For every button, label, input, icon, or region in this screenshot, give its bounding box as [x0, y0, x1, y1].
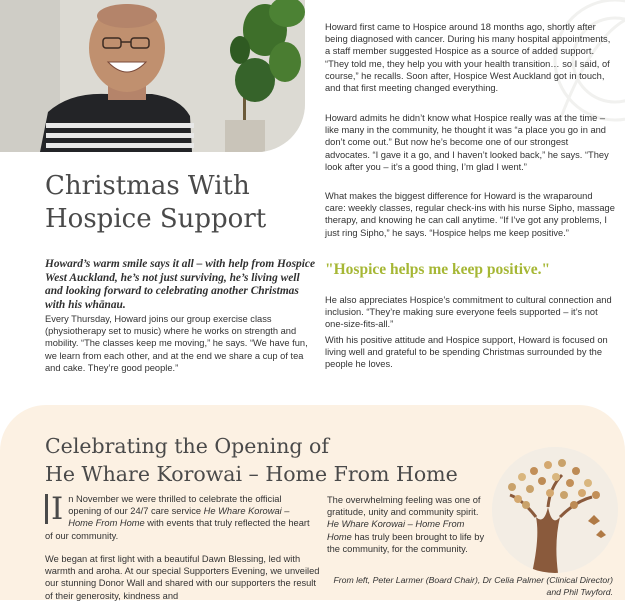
- article-title-line2: Hospice Support: [45, 204, 267, 234]
- right-paragraph-2: Howard admits he didn’t know what Hospice really was at the time – like many in the community, he thought it was “a place you go in and don’t come out.” But now he’s become one of our strongest advocates. “I gave it a go, and I haven’t looked back,” he says. “They look after you – it’s a good thing, I’m glad I went.”: [325, 113, 609, 172]
- opening-paragraph-1: [45, 493, 310, 542]
- opening-right-emphasis: He Whare Korowai – Home From Home: [327, 519, 465, 542]
- pull-quote: "Hospice helps me keep positive.": [325, 261, 551, 278]
- photo-caption: From left, Peter Larmer (Board Chair), Dr Celia Palmer (Clinical Director) and Phil Twyford.: [333, 575, 613, 597]
- opening-right-text1: The overwhelming feeling was one of gratitude, unity and community spirit.: [327, 495, 481, 518]
- opening-paragraph-2: We began at first light with a beautiful Dawn Blessing, led with warmth and aroha. At our special Supporters Evening, we unveiled our stunning Donor Wall and shared with our supporters the result of their generosity, kindness and: [45, 554, 320, 601]
- donor-wall-photo: [492, 447, 618, 573]
- article-title: [45, 170, 315, 236]
- opening-p1-text: n November we were thrilled to celebrate the official opening of our 24/7 care service: [68, 494, 282, 517]
- opening-right-text2: has truly been brought to life by the community, for the community.: [327, 531, 485, 554]
- drop-cap: I: [45, 494, 63, 524]
- opening-p1-end: with events that truly reflected the heart of our community.: [45, 518, 310, 541]
- right-paragraph-5: With his positive attitude and Hospice support, Howard is focused on living well and grateful to be spending Christmas surrounded by the people he loves.: [325, 335, 608, 370]
- article-intro: Howard’s warm smile says it all – with help from Hospice West Auckland, he’s not just surviving, he’s living well and looking forward to celebrating another Christmas with his whānau.: [45, 258, 316, 311]
- right-paragraph-4: He also appreciates Hospice’s commitment to cultural connection and inclusion. “They’re making sure everyone feels supported – it’s not one-size-fits-all.”: [325, 295, 612, 330]
- right-paragraph-1: Howard first came to Hospice around 18 months ago, shortly after being diagnosed with cancer. During his many hospital appointments, a staff member suggested Hospice as a source of added support. “They told me, they help you with your health transition… so I said, of course,” he recalls. Soon after, Hospice West Auckland got in touch, and that first meeting changed everything.: [325, 22, 611, 94]
- right-paragraph-3: What makes the biggest difference for Howard is the wraparound care: weekly classes, regular check-ins with his nurse Sipho, massage therapy, and knowing he can call anytime. “If I’ve got any problems, I just ring Sipho,” he says. “Hospice helps me keep positive.”: [325, 191, 615, 238]
- opening-title-line1: Celebrating the Opening of: [45, 434, 329, 458]
- opening-section-title: [45, 432, 495, 488]
- opening-title-line2: He Whare Korowai – Home From Home: [45, 462, 458, 486]
- opening-right-paragraph: [327, 494, 487, 555]
- opening-p1-emphasis: He Whare Korowai – Home From Home: [68, 506, 290, 529]
- article-title-line1: Christmas With: [45, 171, 250, 201]
- left-paragraph: Every Thursday, Howard joins our group exercise class (physiotherapy set to music) where he works on strength and mobility. “The classes keep me moving,” he says. “We have fun, we learn from each other, and at the end we share a cup of tea and cake. They’re good people.”: [45, 314, 308, 373]
- howard-photo: [0, 0, 305, 152]
